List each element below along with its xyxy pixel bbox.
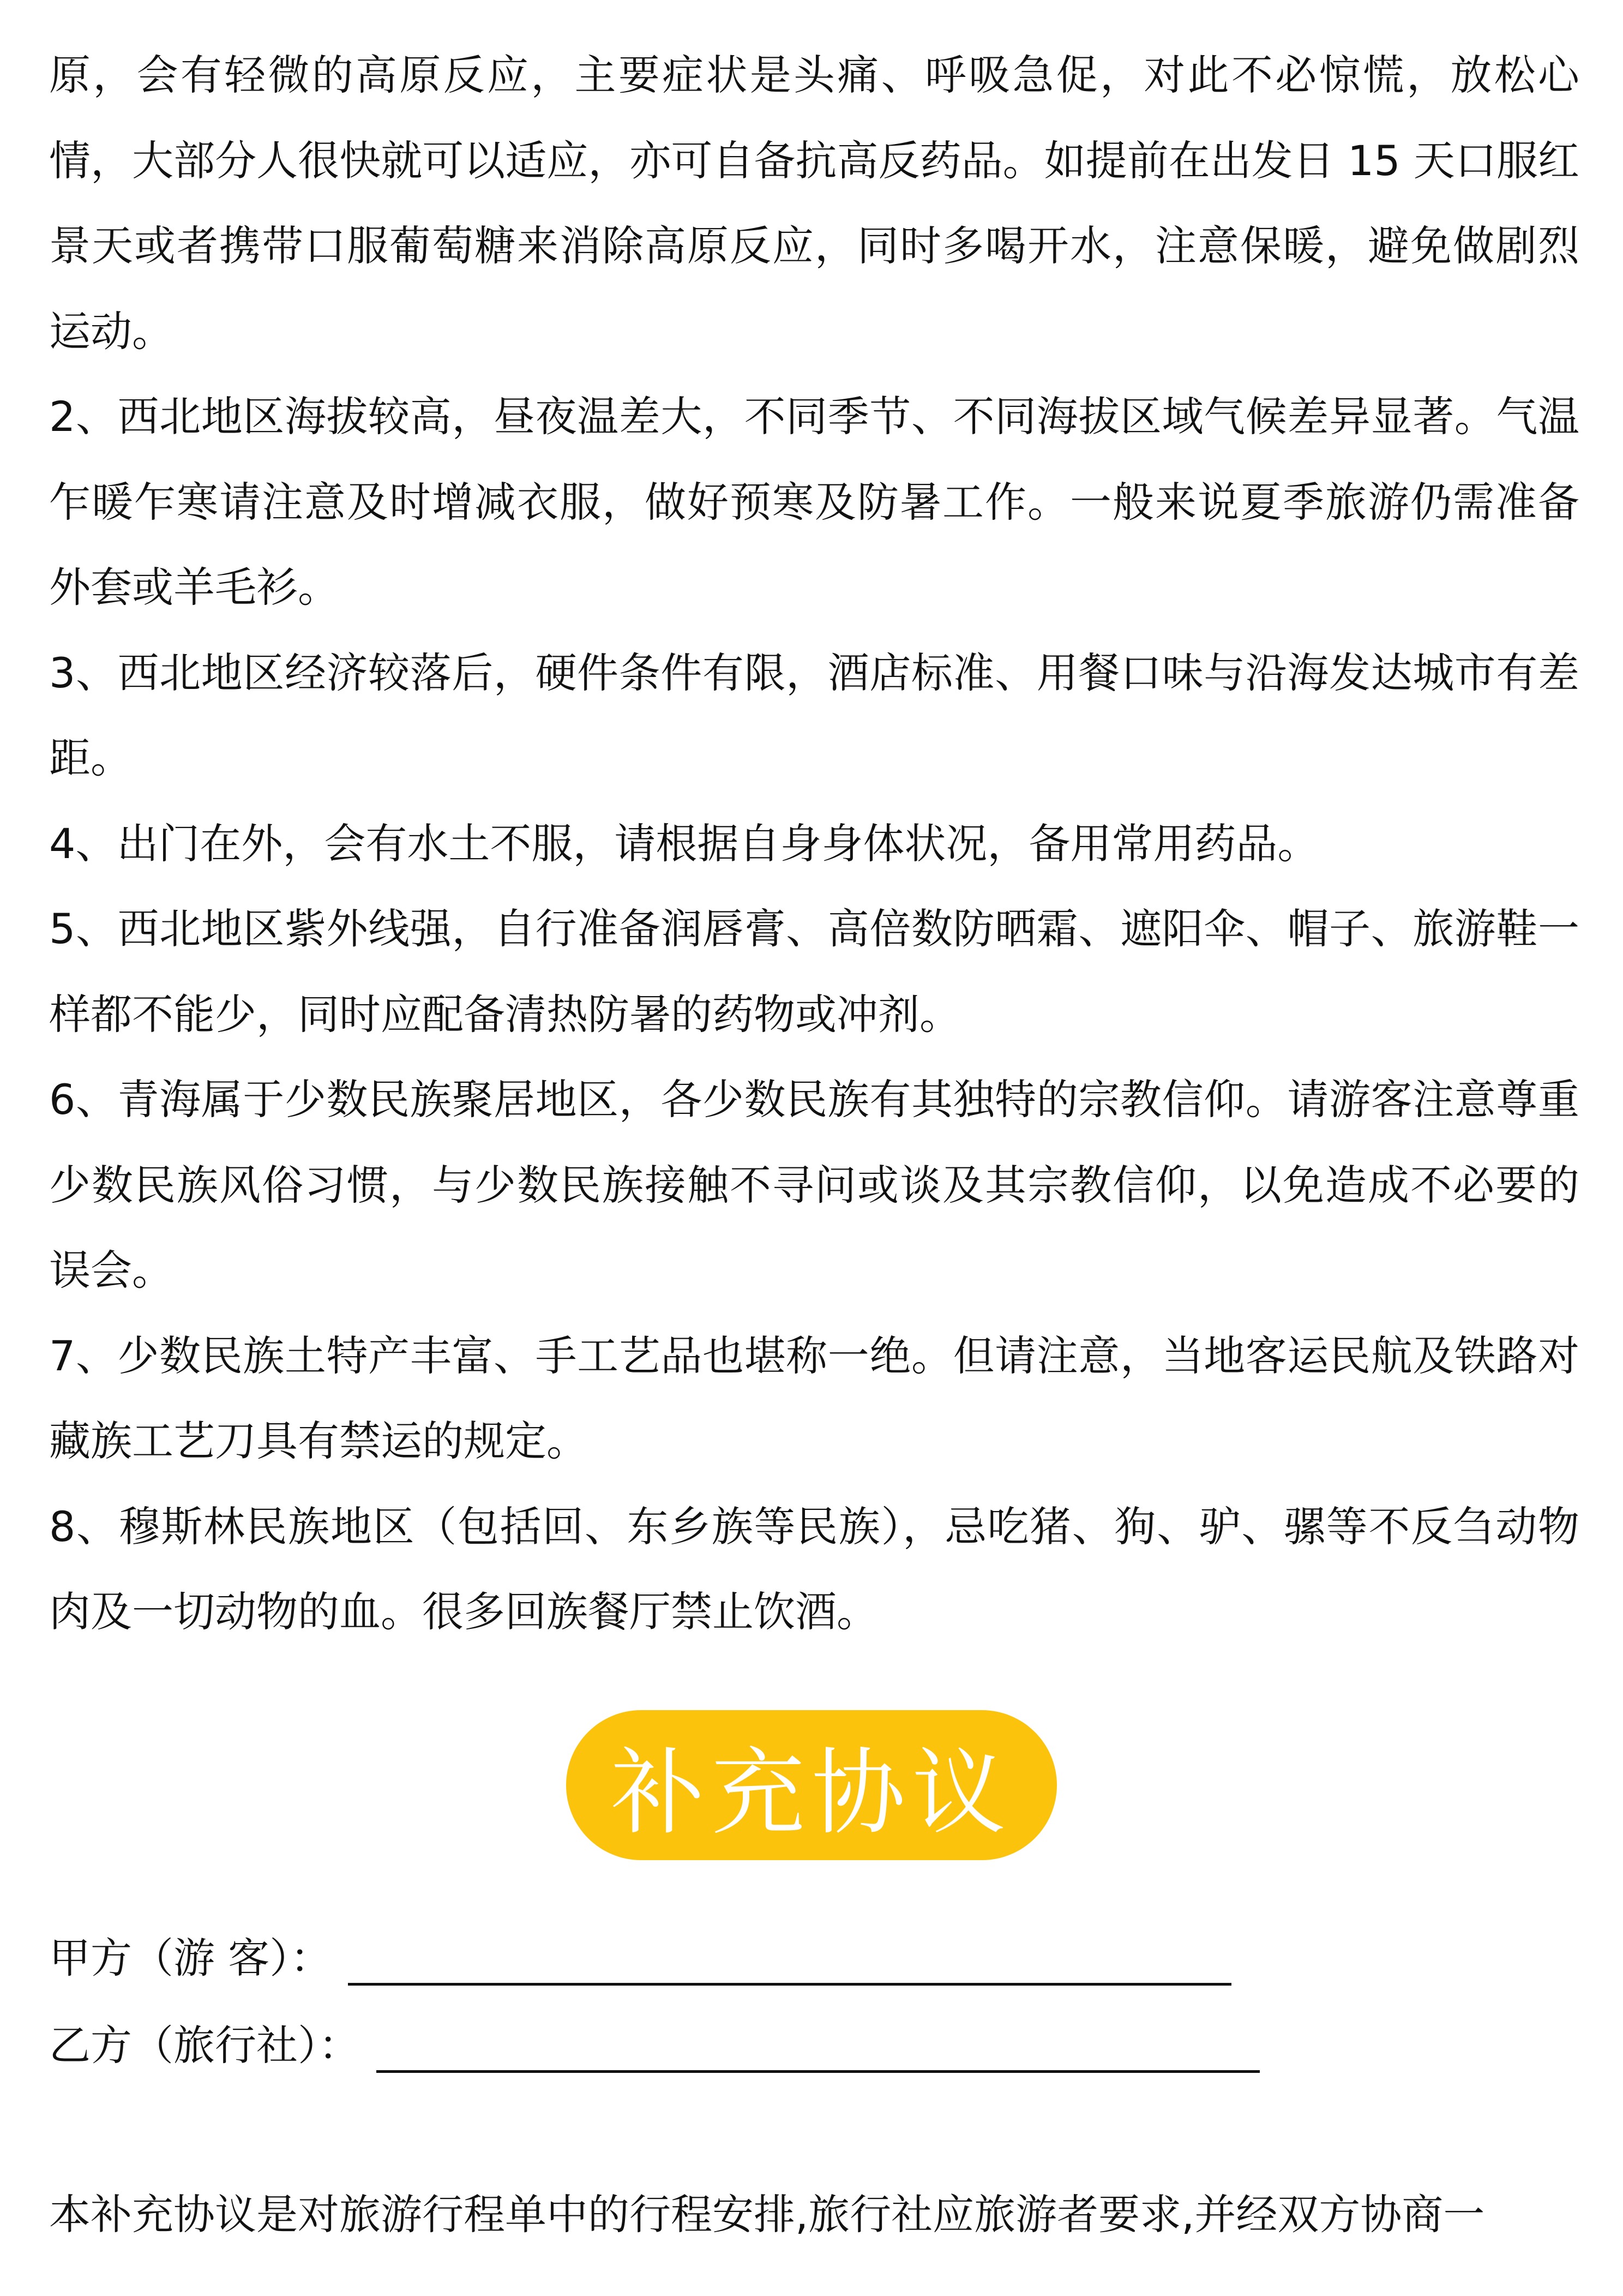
- section-title-container: [0, 1710, 1623, 1860]
- note-item: 6、青海属于少数民族聚居地区，各少数民族有其独特的宗教信仰。请游客注意尊重少数民族风俗习惯，与少数民族接触不寻问或谈及其宗教信仰，以免造成不必要的误会。: [49, 1075, 1579, 1294]
- note-item: 5、西北地区紫外线强，自行准备润唇膏、高倍数防晒霜、遮阳伞、帽子、旅游鞋一样都不能少，同时应配备清热防暑的药物或冲剂。: [49, 904, 1579, 1039]
- note-item: 8、穆斯林民族地区（包括回、东乡族等民族），忌吃猪、狗、驴、骡等不反刍动物肉及一切动物的血。很多回族餐厅禁止饮酒。: [49, 1502, 1579, 1636]
- party-a-label: 甲方（游 客）：: [49, 1934, 332, 1982]
- party-b-label: 乙方（旅行社）：: [49, 2021, 360, 2070]
- note-item: 7、少数民族土特产丰富、手工艺品也堪称一绝。但请注意，当地客运民航及铁路对藏族工艺刀具有禁运的规定。: [49, 1331, 1579, 1465]
- party-b-blank-line: [376, 2021, 1260, 2073]
- party-a-row: [49, 1931, 1231, 1986]
- note-item: 4、出门在外，会有水土不服，请根据自身身体状况，备用常用药品。: [49, 819, 1319, 868]
- agreement-intro-text: 本补充协议是对旅游行程单中的行程安排,旅行社应旅游者要求,并经双方协商一: [49, 2190, 1485, 2239]
- note-item: 2、西北地区海拔较高，昼夜温差大，不同季节、不同海拔区域气候差异显著。气温乍暖乍寒请注意及时增减衣服，做好预寒及防暑工作。一般来说夏季旅游仍需准备外套或羊毛衫。: [49, 392, 1579, 612]
- section-title-badge: [566, 1710, 1057, 1860]
- section-title: 补充协议: [611, 1738, 1012, 1848]
- party-a-blank-line: [348, 1934, 1231, 1986]
- note-item: 3、西北地区经济较落后，硬件条件有限，酒店标准、用餐口味与沿海发达城市有差距。: [49, 648, 1579, 782]
- party-b-row: [49, 2018, 1260, 2073]
- travel-notes: [49, 33, 1579, 1655]
- note-item: 原，会有轻微的高原反应，主要症状是头痛、呼吸急促，对此不必惊慌，放松心情，大部分人很快就可以适应，亦可自备抗高反药品。如提前在出发日 15 天口服红景天或者携带口服葡萄糖来消除高原反应，同时多喝开水，注意保暖，避免做剧烈运动。: [49, 51, 1579, 356]
